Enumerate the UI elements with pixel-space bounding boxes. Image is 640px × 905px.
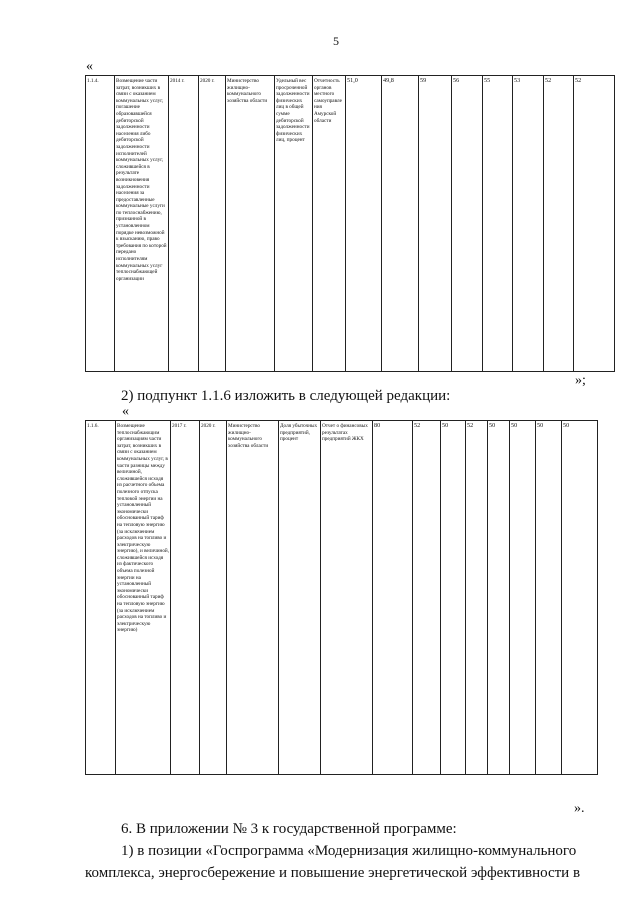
table-2 <box>85 420 598 775</box>
table-cell-value: 59 <box>419 76 452 372</box>
table-cell-value: 56 <box>452 76 483 372</box>
table-cell-source: Отчет о финансовых результатах предприятий ЖКХ <box>321 421 373 775</box>
table-cell-start-year: 2017 г. <box>171 421 200 775</box>
section-6-line: 6. В приложении № 3 к государственной программе: <box>121 821 457 837</box>
table-cell-value: 49,8 <box>382 76 419 372</box>
open-quote: « <box>122 404 129 419</box>
table-cell-value: 52 <box>544 76 574 372</box>
table-row <box>86 421 598 775</box>
table-cell-value: 50 <box>441 421 466 775</box>
table-cell-value: 51,0 <box>346 76 382 372</box>
table-cell-value: 50 <box>510 421 536 775</box>
table-cell-value: 52 <box>574 76 615 372</box>
table-cell-number: 1.1.4. <box>86 76 115 372</box>
table-cell-executor: Министерство жилищно-коммунального хозяйства области <box>226 76 275 372</box>
table-cell-end-year: 2020 г. <box>199 76 226 372</box>
subpoint-line: 2) подпункт 1.1.6 изложить в следующей редакции: <box>121 388 451 404</box>
table-cell-indicator: Доля убыточных предприятий, процент <box>279 421 321 775</box>
position-line-1: 1) в позиции «Госпрограмма «Модернизация жилищно-коммунального <box>121 843 577 859</box>
table-1-closing-quote: »; <box>575 373 586 388</box>
table-row <box>86 76 615 372</box>
open-quote: « <box>86 59 93 74</box>
position-line-2: комплекса, энергосбережение и повышение энергетической эффективности в <box>85 865 581 881</box>
table-cell-value: 52 <box>413 421 441 775</box>
table-cell-event-name: Возмещение части затрат, возникших в связи с оказанием коммунальных услуг, погашение образовавшейся дебиторской задолженности населения либо дебиторской задолженности исполнителей коммунальных услуг, сложившейся в результате возникновения задолженности населения за предоставленные коммунальные услуги по теплоснабжению, признанной в установленном порядке невозможной к взысканию, право требования по которой передано исполнителям коммунальных услуг теплоснабжающей организации <box>115 76 169 372</box>
table-cell-value: 50 <box>536 421 562 775</box>
table-cell-number: 1.1.6. <box>86 421 116 775</box>
table-cell-end-year: 2020 г. <box>200 421 227 775</box>
table-cell-value: 50 <box>488 421 510 775</box>
table-cell-value: 52 <box>466 421 488 775</box>
table-cell-value: 55 <box>483 76 513 372</box>
table-cell-indicator: Удельный вес просроченной задолженности физических лиц в общей сумме дебиторской задолженности физических лиц, процент <box>275 76 313 372</box>
table-1 <box>85 75 615 372</box>
table-cell-source: Отчетность органов местного самоуправления Амурской области <box>313 76 346 372</box>
table-cell-value: 50 <box>562 421 598 775</box>
table-2-closing-quote: ». <box>574 801 585 816</box>
table-cell-event-name: Возмещение теплоснабжающим организациям части затрат, возникших в связи с оказанием коммунальных услуг, в части разницы между величиной, сложившейся исходя из расчетного объема полезного отпуска тепловой энергии на установленный экономически обоснованный тариф на тепловую энергию (за исключением расходов на топливо и электрическую энергию), и величиной, сложившейся исходя из фактического объема полезной энергии на установленный экономически обоснованный тариф на тепловую энергию (за исключением расходов на топливо и электрическую энергию) <box>116 421 171 775</box>
table-cell-start-year: 2014 г. <box>169 76 199 372</box>
table-cell-executor: Министерство жилищно-коммунального хозяйства области <box>227 421 279 775</box>
table-cell-value: 80 <box>373 421 413 775</box>
table-cell-value: 53 <box>513 76 544 372</box>
page-number: 5 <box>333 34 339 48</box>
